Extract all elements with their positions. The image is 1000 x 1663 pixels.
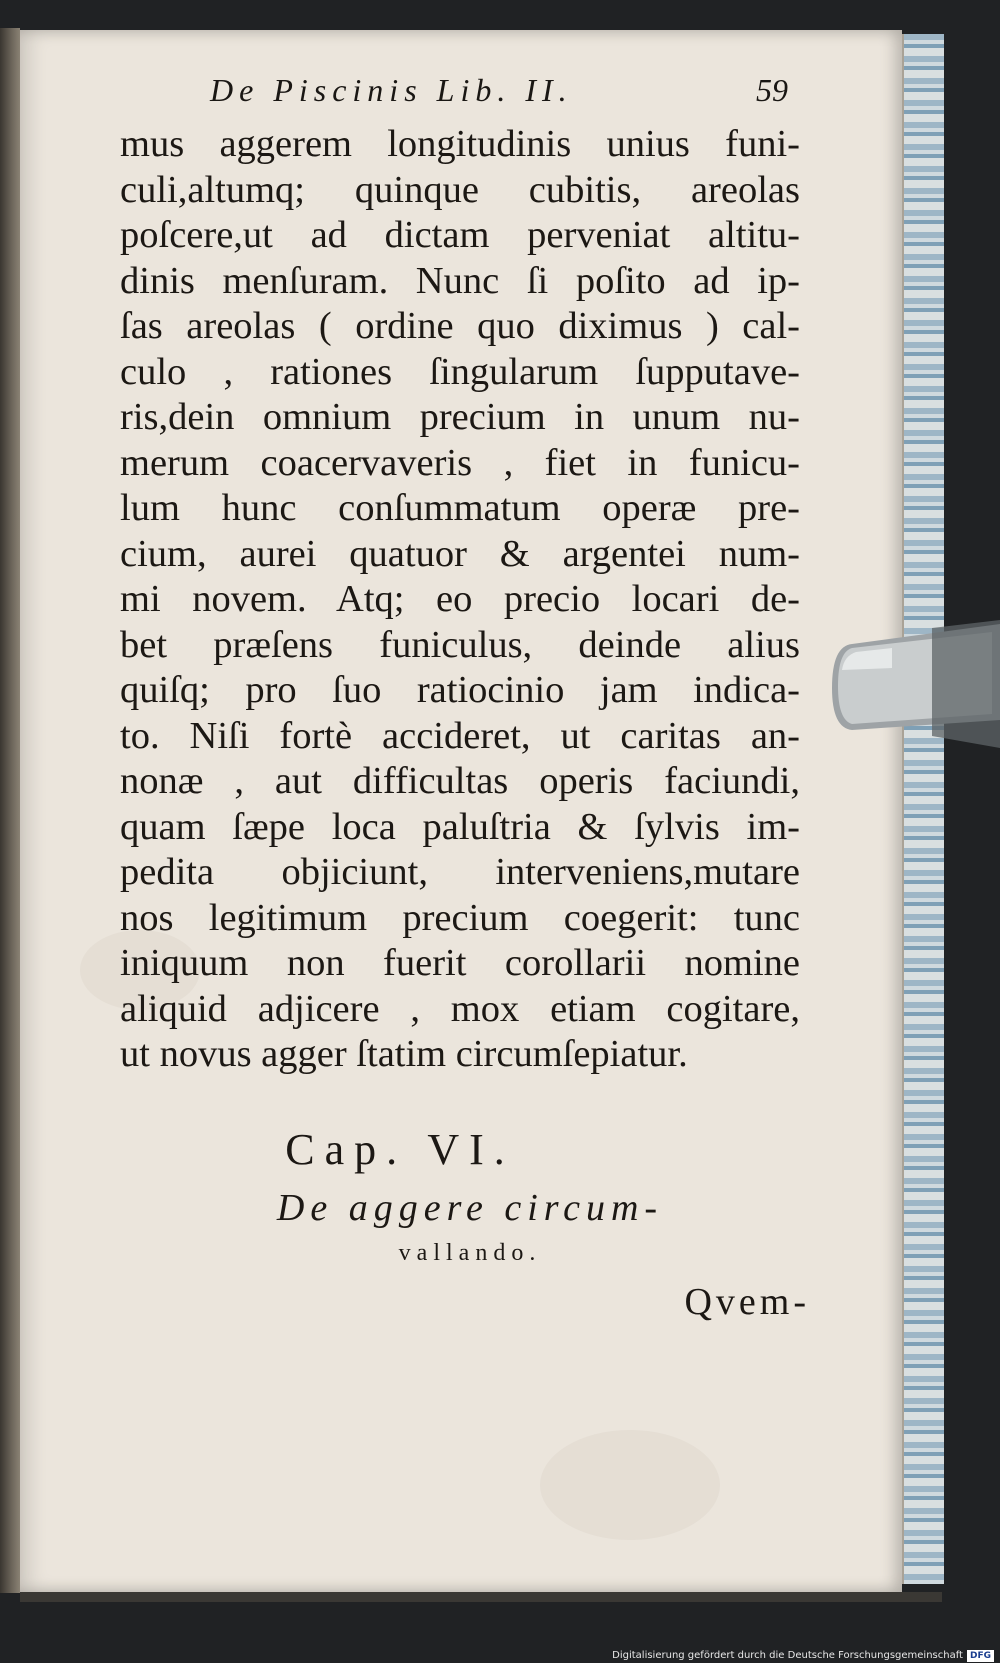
text-line: iniquum non fuerit corollarii nomine — [120, 942, 800, 984]
page-number: 59 — [756, 72, 788, 108]
running-head: De Piscinis Lib. II. — [210, 72, 573, 108]
text-line: quam ſæpe loca paluſtria & ſylvis im- — [120, 805, 800, 848]
text-line: quiſq; pro ſuo ratiocinio jam indica- — [120, 669, 800, 711]
text-line: culi,altumq; quinque cubitis, areolas — [120, 168, 800, 211]
digitization-credit — [612, 1648, 994, 1663]
page-holder-clip — [832, 620, 1000, 748]
credit-text: Digitalisierung gefördert durch die Deutsche Forschungsgemeinschaft — [612, 1650, 963, 1661]
text-line: nos legitimum precium coegerit: tunc — [120, 896, 800, 939]
left-page-edge — [0, 28, 20, 1593]
text-line: ris,dein omnium precium in unum nu- — [120, 396, 800, 438]
text-line: mi novem. Atq; eo precio locari de- — [120, 578, 800, 620]
text-line: pedita objiciunt, interveniens,mutare — [120, 851, 800, 893]
text-line: cium, aurei quatuor & argentei num- — [120, 532, 800, 575]
body-text — [120, 122, 800, 1078]
paper-stain — [540, 1430, 720, 1540]
page-fore-edge — [902, 34, 944, 1584]
chapter-title: De aggere circum- — [276, 1187, 664, 1229]
text-line: bet præſens funiculus, deinde alius — [120, 623, 800, 666]
text-line: merum coacervaveris , fiet in funicu- — [120, 441, 800, 484]
text-line: aliquid adjicere , mox etiam cogitare, — [120, 987, 800, 1030]
dfg-logo: DFG — [967, 1650, 994, 1662]
chapter-number: Cap. VI. — [285, 1125, 515, 1174]
chapter-title-continuation: vallando. — [398, 1240, 542, 1266]
text-line: nonæ , aut difficultas operis faciundi, — [120, 760, 800, 802]
text-line: ut novus agger ſtatim circumſepiatur. — [120, 1033, 688, 1075]
text-line: poſcere,ut ad dictam perveniat altitu- — [120, 214, 800, 256]
text-line: culo , rationes ſingularum ſupputave- — [120, 350, 800, 393]
page-bottom-edge — [20, 1592, 942, 1602]
text-line: ſas areolas ( ordine quo diximus ) cal- — [120, 305, 800, 347]
catchword: Qvem- — [684, 1281, 810, 1323]
text-line: mus aggerem longitudinis unius funi- — [120, 123, 800, 165]
text-line: to. Niſi fortè accideret, ut caritas an- — [120, 714, 800, 757]
text-line: lum hunc conſummatum operæ pre- — [120, 487, 800, 529]
text-line: dinis menſuram. Nunc ſi poſito ad ip- — [120, 259, 800, 302]
